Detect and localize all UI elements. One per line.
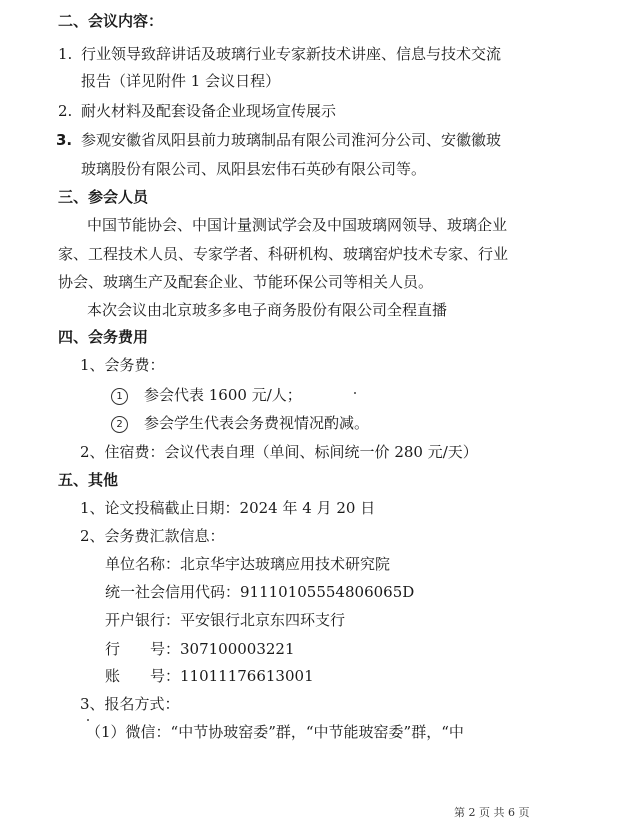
stray-mark	[354, 392, 356, 394]
s5-bank-number: 行 号：307100003221	[105, 640, 295, 658]
s4-item2: 2、住宿费：会议代表自理（单间、标间统一价 280 元/天）	[80, 443, 478, 461]
s4-sub-item1	[111, 385, 302, 405]
s5-unit-name: 单位名称：北京华宇达玻璃应用技术研究院	[105, 555, 391, 573]
s2-item1-line2: 报告（详见附件 1 会议日程）	[81, 72, 281, 90]
s3-paragraph1-line3: 协会、玻璃生产及配套企业、节能环保公司等相关人员。	[58, 273, 434, 291]
s5-credit-code: 统一社会信用代码：91110105554806065D	[105, 583, 415, 601]
circled-number-2: 2	[111, 416, 128, 433]
s4-sub-item1-text: 参会代表 1600 元/人；	[144, 386, 302, 404]
s5-account-number: 账 号：11011176613001	[105, 667, 314, 685]
s5-item2: 2、会务费汇款信息：	[80, 527, 225, 545]
s4-item1: 1、会务费：	[80, 356, 165, 374]
s2-item3-line1: 参观安徽省凤阳县前力玻璃制品有限公司淮河分公司、安徽徽玻	[81, 131, 502, 149]
s3-paragraph1-line2: 家、工程技术人员、专家学者、科研机构、玻璃窑炉技术专家、行业	[58, 245, 509, 263]
s2-item2-line1: 耐火材料及配套设备企业现场宣传展示	[81, 102, 337, 120]
stray-mark-2	[87, 719, 89, 721]
section-4-title: 四、会务费用	[58, 328, 149, 346]
s2-item3-line2: 玻璃股份有限公司、凤阳县宏伟石英砂有限公司等。	[81, 160, 427, 178]
circled-number-1: 1	[111, 388, 128, 405]
s3-paragraph1-line1: 中国节能协会、中国计量测试学会及中国玻璃网领导、玻璃企业	[87, 216, 508, 234]
section-2-title: 二、会议内容：	[58, 12, 164, 30]
section-3-title: 三、参会人员	[58, 188, 149, 206]
s5-item1: 1、论文投稿截止日期：2024 年 4 月 20 日	[80, 499, 376, 517]
s4-sub-item2	[111, 413, 369, 433]
s5-item3: 3、报名方式：	[80, 695, 180, 713]
s2-item1-number: 1.	[58, 45, 73, 63]
s2-item2-number: 2.	[58, 102, 73, 120]
section-5-title: 五、其他	[58, 471, 119, 489]
s5-bank: 开户银行：平安银行北京东四环支行	[105, 611, 346, 629]
s5-wechat-line: （1）微信：“中节协玻窑委”群，“中节能玻窑委”群，“中	[86, 723, 464, 741]
s4-sub-item2-text: 参会学生代表会务费视情况酌减。	[144, 414, 370, 432]
s2-item3-number: 3.	[56, 131, 73, 149]
s2-item1-line1: 行业领导致辞讲话及玻璃行业专家新技术讲座、信息与技术交流	[81, 45, 502, 63]
s3-paragraph2-line1: 本次会议由北京玻多多电子商务股份有限公司全程直播	[87, 301, 448, 319]
page-number: 第 2 页 共 6 页	[454, 806, 530, 819]
